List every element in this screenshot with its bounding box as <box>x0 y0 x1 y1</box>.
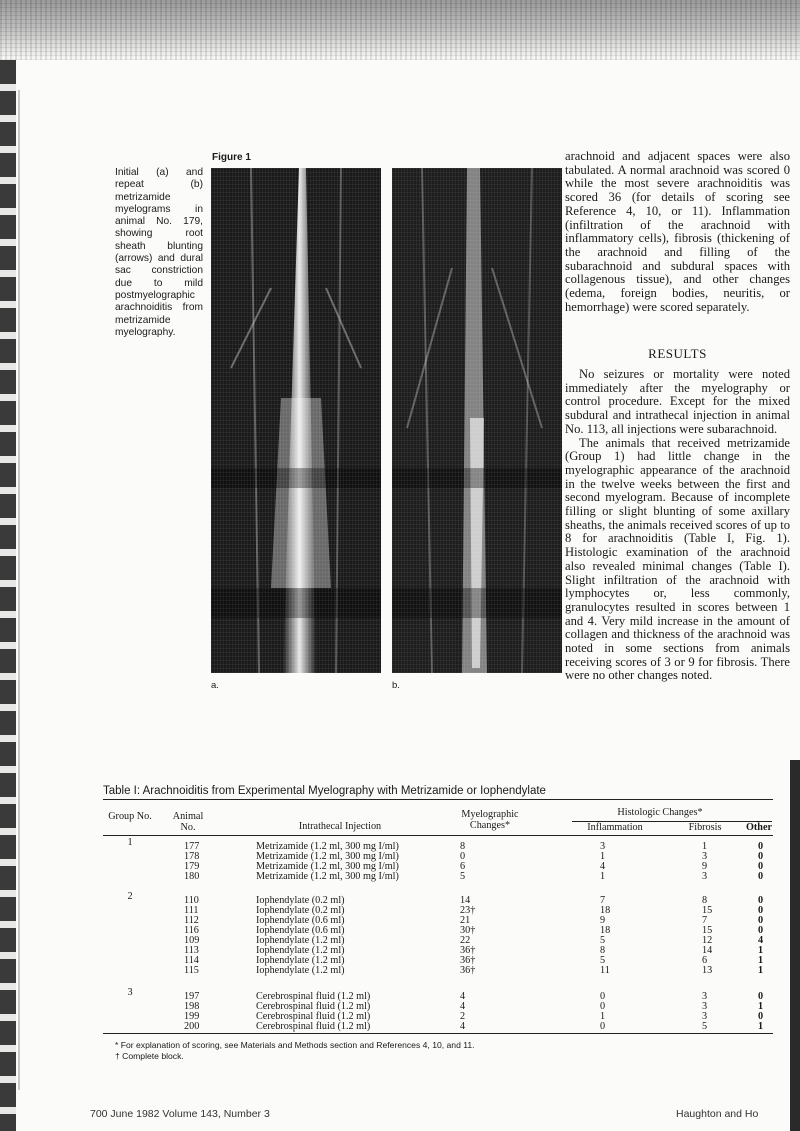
table-cell-other: 0 <box>758 861 764 872</box>
table-cell-other: 0 <box>758 841 764 852</box>
table-cell-myelo: 4 <box>460 1001 466 1012</box>
table-cell-injection: Metrizamide (1.2 ml, 300 mg I/ml) <box>256 841 399 852</box>
table-cell-animal: 197 <box>184 991 200 1002</box>
table-cell-animal: 116 <box>184 925 199 936</box>
table-cell-animal: 111 <box>184 905 199 916</box>
table-title: Table I: Arachnoiditis from Experimental Myelography with Metrizamide or Iophendylate <box>103 785 773 800</box>
table-cell-injection: Cerebrospinal fluid (1.2 ml) <box>256 991 371 1002</box>
scan-top-strip <box>0 0 800 60</box>
table-cell-inflammation: 3 <box>600 841 606 852</box>
table-cell-fibrosis: 5 <box>702 1021 708 1032</box>
table-cell-inflammation: 1 <box>600 1011 606 1022</box>
table-footnote-scoring: * For explanation of scoring, see Materials and Methods section and References 4, 10, and 11. <box>115 1040 475 1050</box>
table-cell-injection: Cerebrospinal fluid (1.2 ml) <box>256 1001 371 1012</box>
table-cell-injection: Cerebrospinal fluid (1.2 ml) <box>256 1011 371 1022</box>
myelogram-panel-b <box>392 168 562 673</box>
header-histologic: Histologic Changes* <box>617 807 703 818</box>
table-cell-fibrosis: 3 <box>702 851 708 862</box>
scan-left-binding-edge <box>0 60 16 1131</box>
table-cell-injection: Iophendylate (0.2 ml) <box>256 895 345 906</box>
table-cell-injection: Iophendylate (1.2 ml) <box>256 955 345 966</box>
figure-caption: Initial (a) and repeat (b) metrizamide myelograms in animal No. 179, showing root sheath blunting (arrows) and dural sac constriction due to mild postmyelographic arachnoiditis from metrizamide myelography. <box>115 167 203 338</box>
header-group: Group No. <box>108 811 152 822</box>
table-cell-myelo: 23† <box>460 905 476 916</box>
header-injection: Intrathecal Injection <box>298 821 382 832</box>
table-cell-myelo: 30† <box>460 925 476 936</box>
header-fibrosis: Fibrosis <box>688 822 722 833</box>
table-cell-other: 0 <box>758 1011 764 1022</box>
table-cell-other: 1 <box>758 1021 764 1032</box>
table-cell-fibrosis: 3 <box>702 871 708 882</box>
table-bottom-rule <box>103 1033 773 1034</box>
table-cell-animal: 200 <box>184 1021 200 1032</box>
paragraph-scoring: arachnoid and adjacent spaces were also tabulated. A normal arachnoid was scored 0 while the most severe arachnoiditis was scored 36 (for details of scoring see Reference 4, 10, or 11). Inflammation (infiltration of the arachnoid with inflammatory cells), fibrosis (thickening of the arachnoid and filling of the subarachnoid and subdural spaces with collagenous tissue), and other changes (edema, foreign bodies, neuritis, or hemorrhage) were scored separately. <box>565 149 790 314</box>
table-cell-myelo: 22 <box>460 935 471 946</box>
table-cell-inflammation: 0 <box>600 1021 606 1032</box>
table-cell-injection: Iophendylate (1.2 ml) <box>256 935 345 946</box>
header-other: Other <box>745 822 773 833</box>
table-cell-inflammation: 5 <box>600 935 606 946</box>
table-cell-animal: 198 <box>184 1001 200 1012</box>
table-cell-animal: 179 <box>184 861 200 872</box>
page-footer-right: Haughton and Ho <box>676 1108 759 1120</box>
table-cell-myelo: 0 <box>460 851 466 862</box>
figure-title: Figure 1 <box>212 152 251 163</box>
table-cell-animal: 109 <box>184 935 200 946</box>
table-cell-other: 0 <box>758 915 764 926</box>
table-cell-inflammation: 0 <box>600 1001 606 1012</box>
table-cell-animal: 177 <box>184 841 200 852</box>
table-cell-other: 0 <box>758 871 764 882</box>
table-cell-myelo: 6 <box>460 861 466 872</box>
panel-b-label: b. <box>392 680 400 691</box>
table-cell-other: 1 <box>758 965 764 976</box>
header-inflammation: Inflammation <box>587 822 643 833</box>
body-results <box>565 368 790 683</box>
table-cell-other: 0 <box>758 895 764 906</box>
table-cell-inflammation: 9 <box>600 915 606 926</box>
table-cell-animal: 110 <box>184 895 199 906</box>
table-cell-myelo: 36† <box>460 965 476 976</box>
table-cell-fibrosis: 1 <box>702 841 708 852</box>
table-cell-fibrosis: 12 <box>702 935 713 946</box>
table-cell-fibrosis: 9 <box>702 861 708 872</box>
table-cell-inflammation: 8 <box>600 945 606 956</box>
table-cell-myelo: 5 <box>460 871 466 882</box>
header-animal: Animal No. <box>172 811 204 833</box>
table-cell-other: 4 <box>758 935 764 946</box>
panel-a-label: a. <box>211 680 219 691</box>
table-cell-inflammation: 1 <box>600 871 606 882</box>
header-bottom-rule <box>103 835 773 836</box>
table-cell-inflammation: 7 <box>600 895 606 906</box>
table-cell-animal: 199 <box>184 1011 200 1022</box>
table-cell-other: 1 <box>758 1001 764 1012</box>
table-cell-animal: 180 <box>184 871 200 882</box>
table-cell-fibrosis: 3 <box>702 991 708 1002</box>
table-cell-animal: 114 <box>184 955 199 966</box>
body-paragraph-1 <box>565 150 790 314</box>
table-cell-other: 1 <box>758 955 764 966</box>
myelogram-panel-a <box>211 168 381 673</box>
scan-right-edge <box>790 760 800 1131</box>
results-heading: RESULTS <box>648 346 707 361</box>
myelogram-a-image <box>211 168 381 673</box>
table-cell-myelo: 2 <box>460 1011 466 1022</box>
table-cell-myelo: 36† <box>460 945 476 956</box>
table-cell-fibrosis: 15 <box>702 905 713 916</box>
table-cell-injection: Cerebrospinal fluid (1.2 ml) <box>256 1021 371 1032</box>
group-number: 1 <box>127 837 133 848</box>
table-cell-injection: Iophendylate (1.2 ml) <box>256 945 345 956</box>
paragraph-metrizamide: The animals that received metrizamide (Group 1) had little change in the myelographic appearance of the arachnoid in the twelve weeks between the first and second myelogram. Because of incomplete filling or slight blunting of some axillary sheaths, the animals received scores of up to 8 for arachnoiditis (Table I, Fig. 1). Histologic examination of the arachnoid also revealed minimal changes (Table I). Slight infiltration of the arachnoid with lymphocytes or, less commonly, granulocytes resulted in scores between 1 and 4. Very mild increase in the amount of collagen and thickness of the arachnoid was noted in some sections from animals receiving scores of 3 or 9 for fibrosis. There were no other changes noted. <box>565 435 790 683</box>
table-cell-myelo: 36† <box>460 955 476 966</box>
table-footnote-block: † Complete block. <box>115 1051 184 1061</box>
table-cell-animal: 112 <box>184 915 199 926</box>
table-cell-animal: 115 <box>184 965 199 976</box>
table-cell-fibrosis: 7 <box>702 915 708 926</box>
myelogram-b-image <box>392 168 562 673</box>
table-cell-fibrosis: 8 <box>702 895 708 906</box>
page-footer-left: 700 June 1982 Volume 143, Number 3 <box>90 1108 270 1120</box>
table-cell-inflammation: 5 <box>600 955 606 966</box>
table-cell-inflammation: 4 <box>600 861 606 872</box>
table-cell-other: 0 <box>758 905 764 916</box>
group-number: 3 <box>127 987 133 998</box>
table-cell-injection: Iophendylate (0.2 ml) <box>256 905 345 916</box>
table-cell-fibrosis: 3 <box>702 1011 708 1022</box>
table-cell-fibrosis: 3 <box>702 1001 708 1012</box>
table-cell-injection: Iophendylate (0.6 ml) <box>256 925 345 936</box>
table-cell-myelo: 14 <box>460 895 471 906</box>
table-cell-injection: Metrizamide (1.2 ml, 300 mg I/ml) <box>256 861 399 872</box>
table-cell-other: 0 <box>758 925 764 936</box>
table-cell-injection: Metrizamide (1.2 ml, 300 mg I/ml) <box>256 871 399 882</box>
table-cell-injection: Iophendylate (1.2 ml) <box>256 965 345 976</box>
scan-left-margin-line <box>18 90 20 1090</box>
table-cell-fibrosis: 6 <box>702 955 708 966</box>
table-cell-animal: 178 <box>184 851 200 862</box>
table-cell-other: 0 <box>758 991 764 1002</box>
table-cell-fibrosis: 14 <box>702 945 713 956</box>
table-cell-injection: Iophendylate (0.6 ml) <box>256 915 345 926</box>
table-cell-injection: Metrizamide (1.2 ml, 300 mg I/ml) <box>256 851 399 862</box>
table-cell-myelo: 4 <box>460 991 466 1002</box>
table-cell-inflammation: 18 <box>600 905 611 916</box>
header-myelographic: Myelographic Changes* <box>461 809 519 831</box>
table-cell-fibrosis: 15 <box>702 925 713 936</box>
table-cell-fibrosis: 13 <box>702 965 713 976</box>
table-cell-other: 1 <box>758 945 764 956</box>
group-number: 2 <box>127 891 133 902</box>
table-cell-myelo: 4 <box>460 1021 466 1032</box>
table-cell-inflammation: 18 <box>600 925 611 936</box>
table-cell-inflammation: 1 <box>600 851 606 862</box>
paragraph-seizures: No seizures or mortality were noted immediately after the myelography or control procedure. Except for the mixed subdural and intrathecal injection in animal No. 113, all injections were subarachnoid. <box>565 367 790 436</box>
table-cell-myelo: 21 <box>460 915 471 926</box>
table-cell-other: 0 <box>758 851 764 862</box>
table-cell-animal: 113 <box>184 945 199 956</box>
table-cell-inflammation: 11 <box>600 965 610 976</box>
table-cell-inflammation: 0 <box>600 991 606 1002</box>
table-cell-myelo: 8 <box>460 841 466 852</box>
